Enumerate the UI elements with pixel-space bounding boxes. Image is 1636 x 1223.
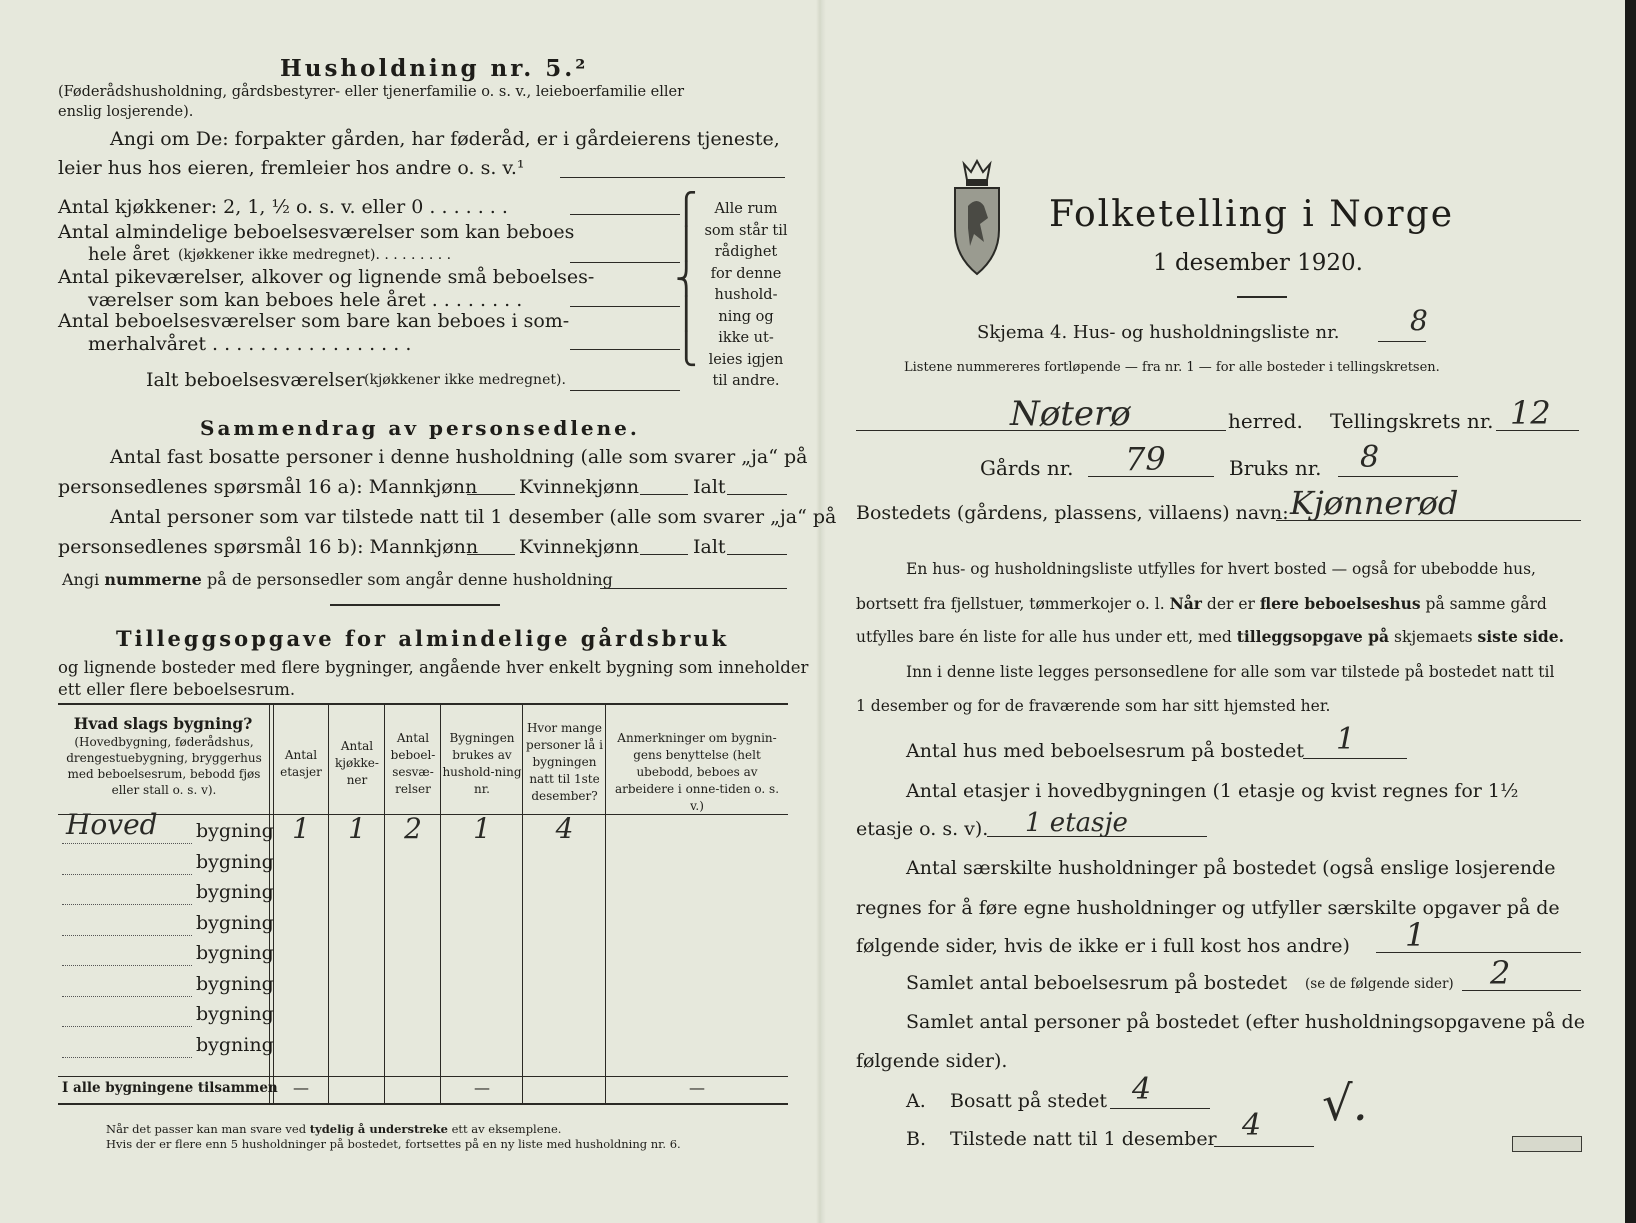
bosatt-value: 4 <box>1132 1072 1152 1107</box>
tilstede-mann-field[interactable] <box>467 554 515 555</box>
fast-ialt-field[interactable] <box>727 494 787 495</box>
bostedet-value: Kjønnerød <box>1290 484 1459 522</box>
row-building-type-field[interactable] <box>62 904 192 905</box>
tillegg-title: Tilleggsopgave for almindelige gårdsbruk <box>116 626 730 651</box>
bruks-value: 8 <box>1360 440 1380 475</box>
side-note-line: rådighet <box>714 244 778 260</box>
fast-kvinne-field[interactable] <box>640 494 688 495</box>
total-anmerkninger: — <box>689 1078 705 1097</box>
intro-line-2: bortsett fra fjellstuer, tømmerkojer o. l. Når der er flere beboelseshus på samme gård <box>856 594 1547 613</box>
col-rule <box>605 705 606 1104</box>
intro-line-3: utfylles bare én liste for alle hus under ett, med tilleggsopgave på skjemaets siste side. <box>856 627 1565 646</box>
q-almindelige-2: hele året <box>88 244 170 265</box>
angi-nummerne-field[interactable] <box>600 588 787 589</box>
row-cell-value: 1 <box>292 812 310 845</box>
row-building-label: bygning <box>196 911 274 934</box>
q-ialt-field[interactable] <box>570 390 680 391</box>
gards-value: 79 <box>1125 440 1166 478</box>
col-rule <box>440 705 441 1104</box>
side-note-line: til andre. <box>712 373 780 389</box>
tilstede-label: Tilstede natt til 1 desember <box>950 1128 1217 1150</box>
q-etasjer-1: Antal etasjer i hovedbygningen (1 etasje og kvist regnes for 1½ <box>906 780 1519 802</box>
col-header-personer: Hvor mange personer lå i bygningen natt til 1ste desember? <box>526 721 603 803</box>
side-note-line: Alle rum <box>714 201 778 217</box>
q-kjokkener-field[interactable] <box>570 214 680 215</box>
row-building-label: bygning <box>196 942 274 964</box>
q-ialt-note: (kjøkkener ikke medregnet). <box>364 372 566 388</box>
row-building-label: bygning <box>196 1003 274 1025</box>
footnote-2: Hvis der er flere enn 5 husholdninger på bostedet, fortsettes på en ny liste med husholdning nr. 6. <box>106 1137 681 1151</box>
col-rule <box>384 705 385 1104</box>
table-bottom-border <box>58 1103 788 1105</box>
q-almindelige-1: Antal almindelige beboelsesværelser som kan beboes <box>58 221 575 243</box>
q-husholdninger-value: 1 <box>1405 916 1426 954</box>
col-header-type-body: (Hovedbygning, føderådshus, drengestuebygning, bryggerhus med beboelsesrum, bebodd fjøs eller stall o. s. v). <box>66 735 262 797</box>
skjema-nr-field[interactable] <box>1378 341 1426 342</box>
row-building-type-field[interactable] <box>62 996 192 997</box>
household-subtitle-2: enslig losjerende). <box>58 104 194 120</box>
title-divider <box>1237 296 1287 298</box>
q-sommer-1: Antal beboelsesværelser som bare kan beboes i som- <box>58 310 570 332</box>
q-kjokkener: Antal kjøkkener: 2, 1, ½ o. s. v. eller 0 . . . . . . . <box>58 196 508 218</box>
census-title: Folketelling i Norge <box>1049 194 1454 235</box>
tillegg-line-2: ett eller flere beboelsesrum. <box>58 680 296 699</box>
angi-answer-line[interactable] <box>560 177 785 178</box>
row-building-type-field[interactable] <box>62 965 192 966</box>
total-label: I alle bygningene tilsammen <box>62 1080 278 1096</box>
row-building-label: bygning <box>196 1033 274 1056</box>
summary-line-3: Antal personer som var tilstede natt til 1 desember (alle som svarer „ja“ på <box>110 506 837 528</box>
gards-label: Gårds nr. <box>980 456 1074 480</box>
skjema-label: Skjema 4. Hus- og husholdningsliste nr. <box>977 322 1340 343</box>
side-note-line: ikke ut- <box>718 330 774 346</box>
brace: ⎧ ⎪ ⎨ ⎪ ⎩ <box>675 192 698 367</box>
angi-nummerne: Angi nummerne på de personsedler som angår denne husholdning <box>62 570 613 589</box>
q-beboelsesrum: Samlet antal beboelsesrum på bostedet <box>906 972 1288 994</box>
row-building-type-field[interactable] <box>62 1057 192 1058</box>
table-body-border <box>58 1076 788 1077</box>
tilstede-kvinne-label: Kvinnekjønn <box>519 536 640 558</box>
side-note-line: hushold- <box>714 287 778 303</box>
q-etasjer-value: 1 etasje <box>1025 808 1128 838</box>
row-building-type-value: Hoved <box>66 808 158 841</box>
herred-label: herred. <box>1228 409 1303 433</box>
tellingskrets-label: Tellingskrets nr. <box>1330 409 1494 433</box>
row-building-type-field[interactable] <box>62 843 192 844</box>
col-header-kjokkener: Antal kjøkke-ner <box>335 739 379 787</box>
table-top-border <box>58 703 788 705</box>
tilstede-ialt-label: Ialt <box>693 536 726 558</box>
household-title: Husholdning nr. 5.² <box>280 55 589 82</box>
q-pike-1: Antal pikeværelser, alkover og lignende små beboelses- <box>58 266 595 288</box>
q-beboelsesrum-field[interactable] <box>1462 990 1581 991</box>
q-etasjer-2: etasje o. s. v). <box>856 818 989 840</box>
bruks-field[interactable] <box>1338 476 1458 477</box>
tellingskrets-value: 12 <box>1510 394 1551 432</box>
tilstede-letter: B. <box>906 1128 927 1150</box>
summary-line-1: Antal fast bosatte personer i denne husholdning (alle som svarer „ja“ på <box>110 446 808 468</box>
skjema-nr-value: 8 <box>1410 304 1428 337</box>
check-mark: √. <box>1322 1076 1368 1132</box>
col-header-anmerkninger: Anmerkninger om bygnin-gens benyttelse (helt ubebodd, beboes av arbeidere i onne-tiden o. s. v.) <box>614 731 780 813</box>
q-beboelsesrum-value: 2 <box>1490 954 1511 992</box>
page-fold <box>816 0 826 1223</box>
q-almindelige-field[interactable] <box>570 262 680 263</box>
row-building-label: bygning <box>196 820 274 842</box>
col-header-beboelsesvaerelser: Antal beboel-sesvæ-relser <box>390 731 436 796</box>
summary-line-2: personsedlenes spørsmål 16 a): Mannkjønn <box>58 476 478 498</box>
angi-line-1: Angi om De: forpakter gården, har føderåd, er i gårdeierens tjeneste, <box>110 128 780 150</box>
row-building-type-field[interactable] <box>62 874 192 875</box>
q-antal-hus-field[interactable] <box>1303 758 1407 759</box>
col-header-husholdning: Bygningen brukes av hushold-ning nr. <box>442 731 522 796</box>
q-husholdninger-3: følgende sider, hvis de ikke er i full kost hos andre) <box>856 935 1350 957</box>
q-beboelsesrum-note: (se de følgende sider) <box>1305 976 1454 992</box>
side-note-line: leies igjen <box>708 351 784 368</box>
total-husholdning: — <box>474 1078 490 1097</box>
q-almindelige-2b: (kjøkkener ikke medregnet). . . . . . . . . <box>178 247 452 263</box>
census-date: 1 desember 1920. <box>1153 250 1363 276</box>
fast-kvinne-label: Kvinnekjønn <box>519 476 640 498</box>
row-cell-value: 4 <box>555 812 574 845</box>
q-pike-2: værelser som kan beboes hele året . . . . . . . . <box>88 289 523 311</box>
herred-value: Nøterø <box>1010 394 1131 434</box>
angi-line-2: leier hus hos eieren, fremleier hos andre o. s. v.¹ <box>58 157 525 179</box>
q-ialt: Ialt beboelsesværelser <box>146 369 365 391</box>
q-antal-hus-value: 1 <box>1336 722 1356 757</box>
side-note-line: ning og <box>718 308 774 325</box>
col-rule <box>328 705 329 1104</box>
bosatt-field[interactable] <box>1110 1108 1210 1109</box>
summary-title: Sammendrag av personsedlene. <box>200 416 640 440</box>
q-husholdninger-2: regnes for å føre egne husholdninger og utfyller særskilte opgaver på de <box>856 897 1560 919</box>
household-subtitle: (Føderådshusholdning, gårdsbestyrer- eller tjenerfamilie o. s. v., leieboerfamilie eller <box>58 84 685 100</box>
side-note-line: som står til <box>704 222 788 239</box>
row-cell-value: 1 <box>473 812 491 845</box>
row-building-label: bygning <box>196 881 274 903</box>
col-header-etasjer: Antal etasjer <box>280 748 322 779</box>
col-rule <box>522 705 523 1104</box>
bosatt-letter: A. <box>906 1090 926 1112</box>
q-sommer-2: merhalvåret . . . . . . . . . . . . . . . . . <box>88 333 412 355</box>
tilstede-field[interactable] <box>1214 1146 1314 1147</box>
bostedet-label: Bostedets (gårdens, plassens, villaens) navn: <box>856 502 1289 524</box>
summary-line-4: personsedlenes spørsmål 16 b): Mannkjønn <box>58 536 479 558</box>
q-personer-2: følgende sider). <box>856 1050 1008 1072</box>
row-building-type-field[interactable] <box>62 935 192 936</box>
total-etasjer: — <box>293 1078 309 1097</box>
q-antal-hus: Antal hus med beboelsesrum på bostedet <box>906 740 1305 762</box>
printer-stamp <box>1512 1136 1582 1152</box>
tilstede-kvinne-field[interactable] <box>640 554 688 555</box>
bosatt-label: Bosatt på stedet <box>950 1090 1107 1112</box>
side-note <box>700 199 792 393</box>
q-husholdninger-1: Antal særskilte husholdninger på bostedet (også enslige losjerende <box>906 857 1556 879</box>
col-header-type-title: Hvad slags bygning? <box>73 714 253 733</box>
q-personer-1: Samlet antal personer på bostedet (efter husholdningsopgavene på de <box>906 1011 1585 1033</box>
row-building-type-field[interactable] <box>62 1026 192 1027</box>
row-cell-value: 2 <box>404 812 422 845</box>
side-note-line: for denne <box>710 265 782 282</box>
row-building-label: bygning <box>196 850 274 873</box>
intro-line-5: 1 desember og for de fraværende som har sitt hjemsted her. <box>856 697 1331 715</box>
fast-ialt-label: Ialt <box>693 476 726 498</box>
q-pike-field[interactable] <box>570 306 680 307</box>
footnote-1: Når det passer kan man svare ved tydelig å understreke ett av eksemplene. <box>106 1122 562 1136</box>
tilstede-value: 4 <box>1242 1108 1262 1143</box>
row-cell-value: 1 <box>348 812 366 845</box>
q-sommer-field[interactable] <box>570 349 680 350</box>
fast-mann-field[interactable] <box>467 494 515 495</box>
row-building-label: bygning <box>196 972 274 995</box>
tilstede-ialt-field[interactable] <box>727 554 787 555</box>
bruks-label: Bruks nr. <box>1229 456 1322 480</box>
intro-line-4: Inn i denne liste legges personsedlene for alle som var tilstede på bostedet natt til <box>906 663 1555 681</box>
divider <box>330 604 500 606</box>
listene-note: Listene nummereres fortløpende — fra nr. 1 — for alle bosteder i tellingskretsen. <box>904 360 1440 375</box>
tillegg-line-1: og lignende bosteder med flere bygninger, angående hver enkelt bygning som inneholder <box>58 658 809 677</box>
coat-of-arms-icon <box>950 158 1004 276</box>
intro-line-1: En hus- og husholdningsliste utfylles for hvert bosted — også for ubebodde hus, <box>906 560 1536 578</box>
